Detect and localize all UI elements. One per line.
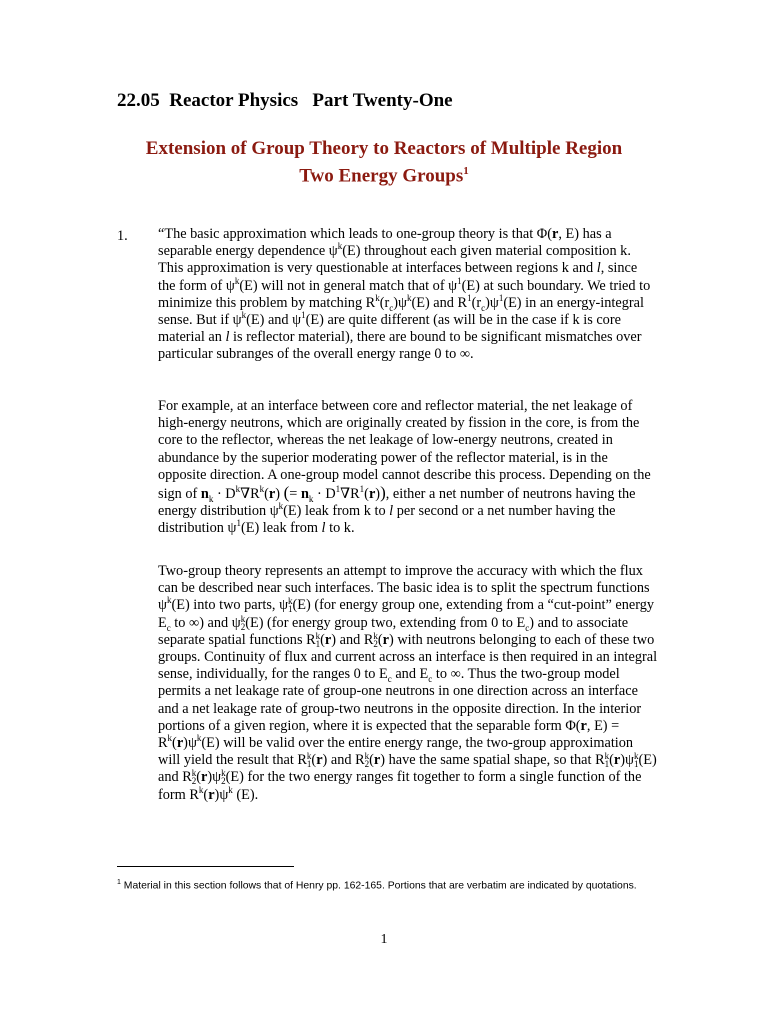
heading-line-2: Two Energy Groups <box>299 165 464 187</box>
footnote-text: Material in this section follows that of Henry pp. 162-165. Portions that are verbatim are indicated by quotations. <box>120 880 637 892</box>
footnote-marker: 1 <box>117 879 121 886</box>
footnote <box>117 874 657 894</box>
paragraph-1: “The basic approximation which leads to one-group theory is that Φ(r, E) has a separable energy dependence $\psi^k(E)$ throughout each given material composition k. This approximation is very questionable at interfaces between regions k and l, since the form of $\psi^k(E)$ will not in general match that of $\psi^1(E)$ at such boundary. We tried to minimize this problem by matching $R^k(r_c)\psi^k(E)$ and $R^1(r_c)\psi^1(E)$ in an energy-integral sense. But if $\psi^k(E)$ and $\psi^1(E)$ are quite different (as will be in the case if k is core material an l is reflector material), there are bound to be significant mismatches over particular subranges of the overall energy range 0 to ∞. <box>158 226 651 363</box>
footnote-divider <box>117 866 294 867</box>
document-title: 22.05 Reactor Physics Part Twenty-One <box>117 90 453 111</box>
heading-line-1: Extension of Group Theory to Reactors of Multiple Region <box>145 138 623 159</box>
heading-footnote-marker: 1 <box>463 165 469 177</box>
paragraph-2: For example, at an interface between core and reflector material, the net leakage of high-energy neutrons, which are originally created by fission in the core, is from the core to the reflector, whereas the net leakage of low-energy neutrons, created in abundance by the superior moderating power of the reflector material, is in the opposite direction. A one-group model cannot describe this process. Depending on the sign of $n_k \cdot D^k\nabla R^k(r)$ (= $n_k \cdot D^1\nabla R^1(r)$), either a net number of neutrons having the energy distribution $\psi^k(E)$ leak from k to l per second or a net number having the distribution $\psi^1(E)$ leak from l to k. <box>158 398 651 537</box>
section-heading <box>0 137 768 187</box>
paragraph-3: Two-group theory represents an attempt to improve the accuracy with which the flux can be described near such interfaces. The basic idea is to split the spectrum functions $\psi^k(E)$ into two parts, ψ k 1 (E) (for energy group one, extending from a “cut-point” energy $E_c$ to ∞) and ψ k 2 (E) (for energy group two, extending from 0 to $E_c$) and to associate separate spatial functions R k 1 (r) and R k 2 (r) with neutrons belonging to each of these two groups. Continuity of flux and current across an interface is then required in an integral sense, individually, for the ranges 0 to $E_c$ and $E_c$ to ∞. Thus the two-group model permits a net leakage rate of group-one neutrons in one direction across an interface and a net leakage rate of group-two neutrons in the opposite direction. In the interior portions of a given region, where it is expected that the separable form Φ(r, $E) = R^k(r)\psi^k(E)$ will be valid over the entire energy range, the two-group approximation will yield the result that R k 1 (r) and R k 2 (r) have the same spatial shape, so that R k 1 (r)ψ k 1 (E) and R k 2 (r)ψ k 2 (E) for the two energy ranges fit together to form a single function of the form $R^k(r)\psi^k$ (E). <box>158 563 658 803</box>
item-number: 1. <box>117 228 128 244</box>
page-number: 1 <box>380 932 388 947</box>
